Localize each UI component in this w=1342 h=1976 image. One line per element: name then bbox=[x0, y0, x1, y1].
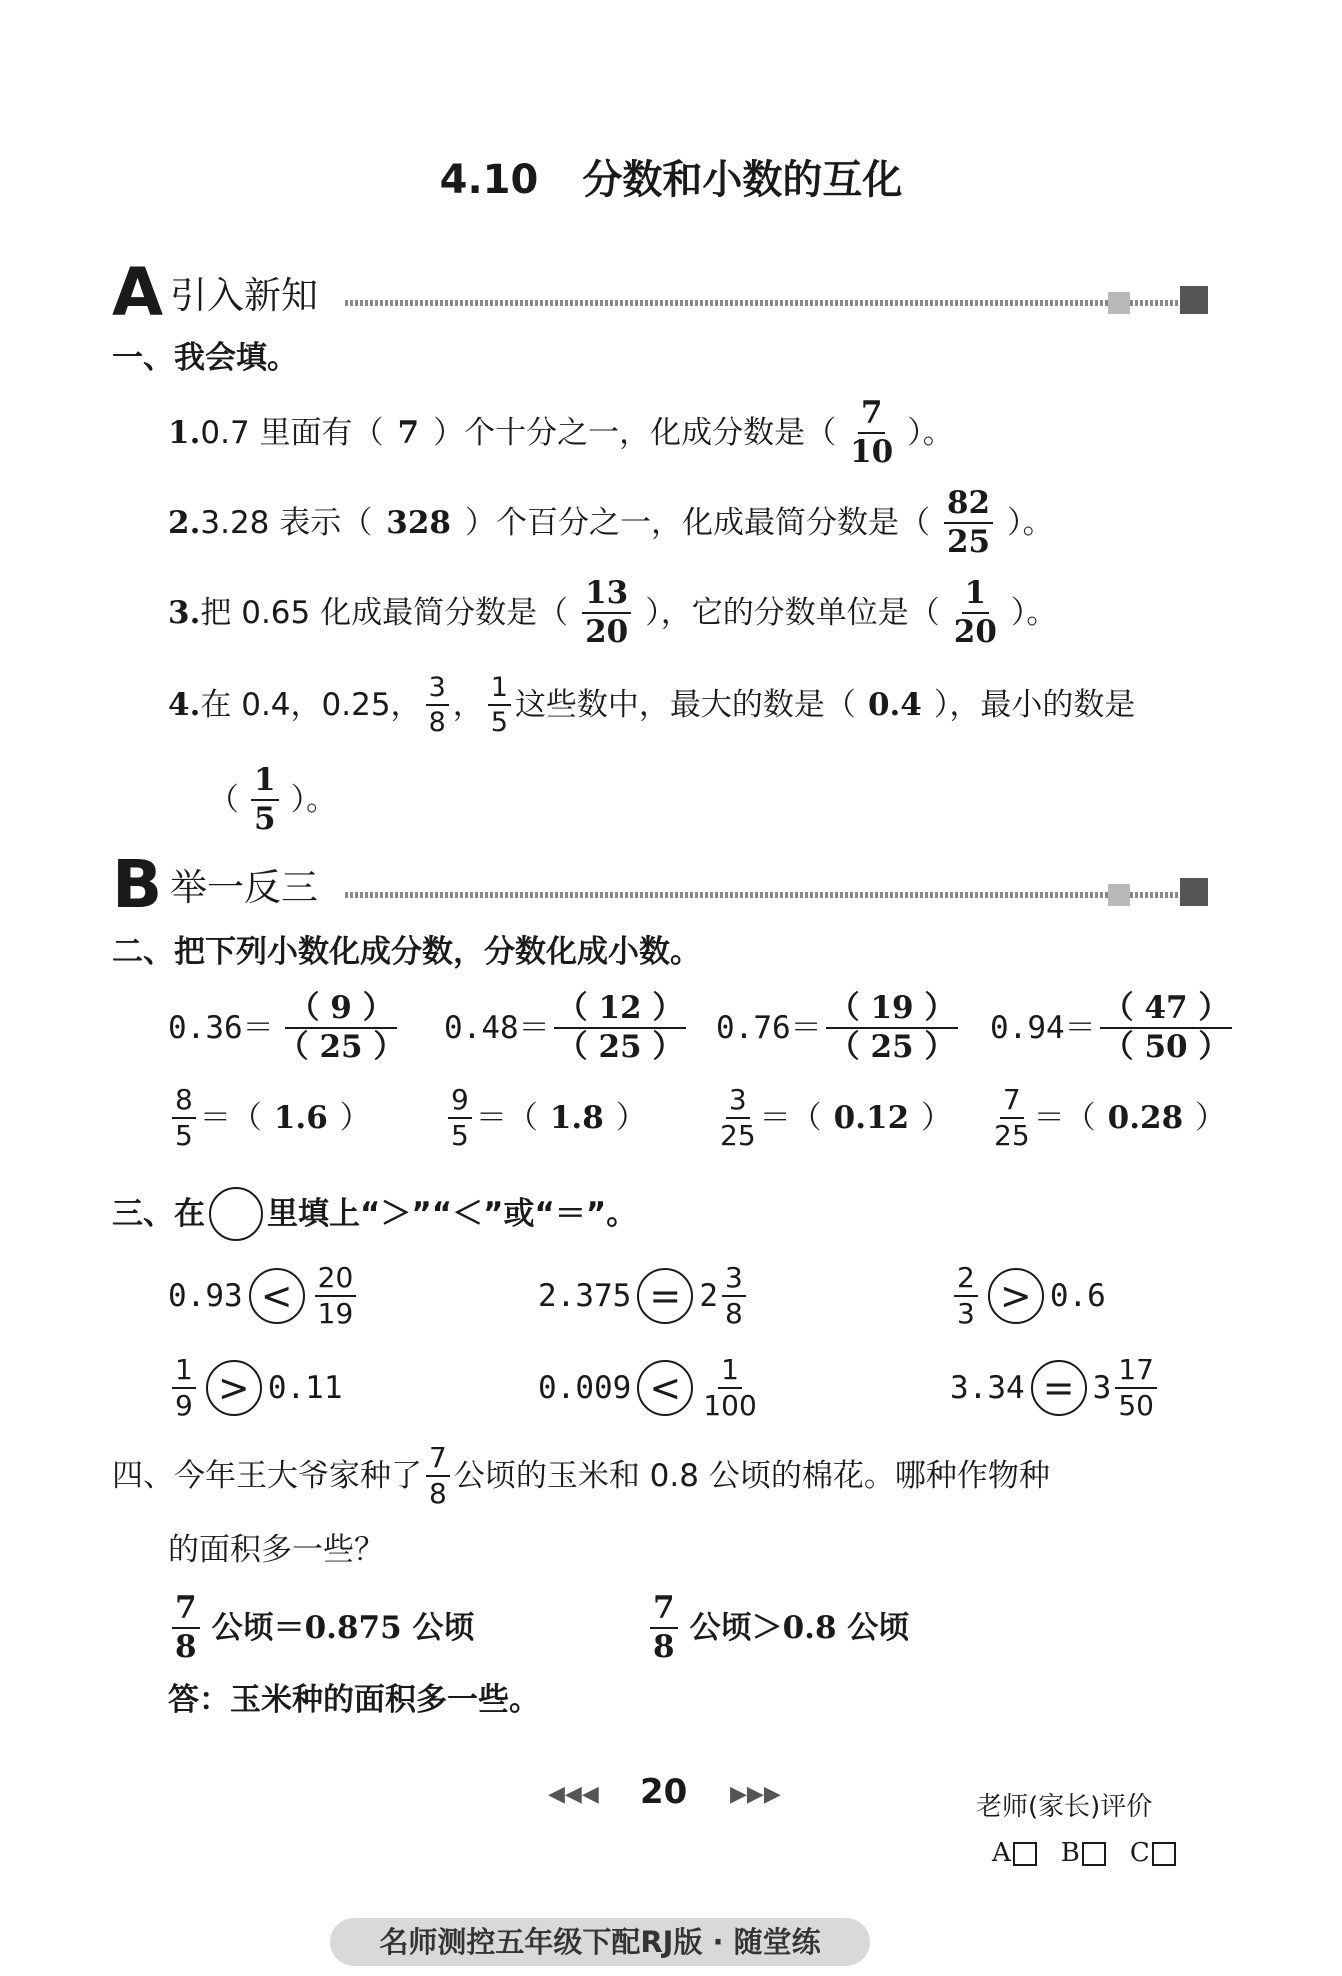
conversion-3-answer bbox=[826, 990, 959, 1065]
compare-4-symbol: > bbox=[206, 1360, 262, 1416]
conversion-5-close: ） bbox=[339, 1100, 371, 1136]
compare-6-left: 3.34 bbox=[950, 1370, 1025, 1406]
conversion-item-7 bbox=[716, 1078, 952, 1158]
q3-text-pre: 把 0.65 化成最简分数是（ bbox=[200, 595, 569, 631]
compare-6-symbol: = bbox=[1031, 1360, 1087, 1416]
compare-1-numerator: 20 bbox=[315, 1264, 357, 1297]
conversion-4-numerator: （ 47 ） bbox=[1100, 993, 1233, 1029]
compare-5-symbol: < bbox=[637, 1360, 693, 1416]
conversion-4-answer bbox=[1100, 990, 1233, 1065]
conversion-1-numerator: （ 9 ） bbox=[285, 993, 396, 1029]
conversion-3-denominator: （ 25 ） bbox=[828, 1029, 956, 1065]
conversion-2-numerator: （ 12 ） bbox=[554, 993, 687, 1029]
page-number: 20 bbox=[640, 1772, 688, 1812]
q4-line2-pre: （ bbox=[208, 782, 239, 818]
section-b-square-dark bbox=[1180, 878, 1208, 906]
conversion-1-lhs: 0.36＝ bbox=[168, 1010, 274, 1046]
compare-1-left: 0.93 bbox=[168, 1278, 243, 1314]
q2-text-mid: ）个百分之一，化成最简分数是（ bbox=[464, 505, 930, 541]
compare-5-numerator: 1 bbox=[718, 1356, 742, 1389]
part4-heading-post: 公顷的玉米和 0.8 公顷的棉花。哪种作物种 bbox=[453, 1458, 1050, 1494]
conversion-4-num-value: 47 bbox=[1144, 990, 1188, 1026]
compare-2-fraction bbox=[722, 1261, 746, 1330]
conversion-1-denominator: （ 25 ） bbox=[277, 1029, 405, 1065]
nav-left-arrows-icon: ◀◀◀ bbox=[548, 1782, 599, 1807]
part4-calc-2 bbox=[646, 1588, 909, 1668]
calc1-numerator: 7 bbox=[172, 1593, 200, 1629]
calc2-numerator: 7 bbox=[650, 1593, 678, 1629]
part4-answer: 答：玉米种的面积多一些。 bbox=[168, 1682, 540, 1718]
page-title bbox=[0, 148, 1342, 205]
conversion-6-equals: ＝（ bbox=[475, 1100, 538, 1136]
part3-heading bbox=[112, 1184, 637, 1244]
conversion-2-denominator: （ 25 ） bbox=[556, 1029, 684, 1065]
conversion-4-den-value: 50 bbox=[1144, 1029, 1188, 1065]
compare-item-1 bbox=[168, 1256, 360, 1336]
conversion-2-den-value: 25 bbox=[598, 1029, 642, 1065]
q1-text-post: ）。 bbox=[907, 415, 954, 451]
conversion-8-answer: 0.28 bbox=[1107, 1100, 1184, 1136]
conversion-item-6 bbox=[444, 1078, 647, 1158]
part2-heading: 二、把下列小数化成分数，分数化成小数。 bbox=[112, 934, 701, 970]
q1-number: 1. bbox=[168, 415, 201, 451]
calc1-denominator: 8 bbox=[175, 1629, 197, 1665]
calc2-fraction bbox=[650, 1590, 678, 1665]
compare-3-numerator: 2 bbox=[954, 1264, 978, 1297]
conversion-6-numerator: 9 bbox=[448, 1086, 472, 1119]
q2-text-pre: 3.28 表示（ bbox=[200, 505, 373, 541]
grade-b-checkbox[interactable] bbox=[1082, 1842, 1106, 1866]
conversion-3-den-value: 25 bbox=[870, 1029, 914, 1065]
q1-fraction-numerator: 7 bbox=[858, 398, 886, 434]
grade-a[interactable] bbox=[992, 1838, 1037, 1868]
q4-answer-1: 0.4 bbox=[867, 687, 922, 723]
compare-1-symbol: < bbox=[249, 1268, 305, 1324]
compare-item-3 bbox=[950, 1256, 1106, 1336]
q2-answer-fraction bbox=[944, 485, 993, 560]
q3-number: 3. bbox=[168, 595, 201, 631]
q1-text-pre: 0.7 里面有（ bbox=[200, 415, 384, 451]
conversion-2-lhs: 0.48＝ bbox=[444, 1010, 550, 1046]
grade-c-checkbox[interactable] bbox=[1152, 1842, 1176, 1866]
grade-a-label: A bbox=[992, 1838, 1011, 1868]
compare-3-fraction bbox=[954, 1261, 978, 1330]
question-3 bbox=[168, 575, 1058, 650]
q3-answer-fraction-2 bbox=[953, 575, 997, 650]
q2-answer-1: 328 bbox=[386, 505, 451, 541]
conversion-7-denominator: 25 bbox=[720, 1119, 756, 1152]
conversion-1-den-value: 25 bbox=[319, 1029, 363, 1065]
compare-6-numerator: 17 bbox=[1115, 1356, 1157, 1389]
part4-numerator: 7 bbox=[426, 1444, 450, 1477]
compare-6-fraction bbox=[1115, 1353, 1157, 1422]
q3-text-mid: ），它的分数单位是（ bbox=[645, 595, 940, 631]
conversion-item-4 bbox=[990, 986, 1236, 1070]
q1-answer-1: 7 bbox=[397, 415, 420, 451]
part4-calc-1 bbox=[168, 1588, 474, 1668]
compare-3-denominator: 3 bbox=[957, 1297, 975, 1330]
compare-item-6 bbox=[950, 1348, 1161, 1428]
conversion-7-close: ） bbox=[921, 1100, 953, 1136]
section-b-square-light bbox=[1108, 884, 1130, 906]
q4-text-mid2: ），最小的数是 bbox=[933, 687, 1136, 723]
conversion-3-lhs: 0.76＝ bbox=[716, 1010, 822, 1046]
q3-fraction1-denominator: 20 bbox=[585, 614, 629, 650]
q4-fraction2-numerator: 1 bbox=[488, 674, 511, 706]
q2-number: 2. bbox=[168, 505, 201, 541]
section-b-title: 举一反三 bbox=[170, 866, 318, 909]
compare-2-numerator: 3 bbox=[722, 1264, 746, 1297]
calc1-text: 公顷＝0.875 公顷 bbox=[211, 1610, 475, 1646]
conversion-6-close: ） bbox=[615, 1100, 647, 1136]
compare-item-5 bbox=[538, 1348, 761, 1428]
grade-c[interactable] bbox=[1130, 1838, 1176, 1868]
question-4 bbox=[168, 670, 1135, 740]
book-title-footer: 名师测控五年级下配RJ版 · 随堂练 bbox=[330, 1918, 870, 1966]
conversion-4-lhs: 0.94＝ bbox=[990, 1010, 1096, 1046]
grade-a-checkbox[interactable] bbox=[1013, 1842, 1037, 1866]
compare-2-symbol: = bbox=[637, 1268, 693, 1324]
section-b-letter: B bbox=[112, 846, 163, 923]
conversion-7-numerator: 3 bbox=[726, 1086, 750, 1119]
compare-6-denominator: 50 bbox=[1118, 1389, 1154, 1422]
q2-fraction-numerator: 82 bbox=[944, 488, 993, 524]
part3-heading-post: 里填上“＞”“＜”或“＝”。 bbox=[267, 1196, 638, 1232]
compare-4-fraction bbox=[172, 1353, 196, 1422]
q4-answer-fraction bbox=[251, 762, 279, 837]
part4-heading-pre: 四、今年王大爷家种了 bbox=[112, 1458, 422, 1494]
section-number: 4.10 bbox=[439, 157, 539, 203]
compare-2-left: 2.375 bbox=[538, 1278, 632, 1314]
grade-b-label: B bbox=[1060, 1838, 1080, 1868]
q1-text-mid: ）个十分之一，化成分数是（ bbox=[433, 415, 837, 451]
title-text: 分数和小数的互化 bbox=[582, 157, 903, 203]
q2-fraction-denominator: 25 bbox=[946, 524, 991, 560]
grade-c-label: C bbox=[1129, 1838, 1150, 1868]
compare-6-whole: 3 bbox=[1092, 1370, 1112, 1406]
conversion-item-8 bbox=[990, 1078, 1226, 1158]
conversion-5-fraction bbox=[172, 1083, 196, 1152]
conversion-6-fraction bbox=[448, 1083, 472, 1152]
compare-5-left: 0.009 bbox=[538, 1370, 632, 1406]
q3-fraction2-numerator: 1 bbox=[962, 578, 990, 614]
q4-fraction-3-8 bbox=[426, 674, 449, 736]
evaluation-grades bbox=[992, 1838, 1176, 1868]
conversion-item-2 bbox=[444, 986, 690, 1070]
compare-4-numerator: 1 bbox=[172, 1356, 196, 1389]
conversion-6-answer: 1.8 bbox=[549, 1100, 604, 1136]
compare-2-whole: 2 bbox=[699, 1278, 718, 1314]
part1-heading: 一、我会填。 bbox=[112, 340, 298, 376]
conversion-8-close: ） bbox=[1195, 1100, 1227, 1136]
compare-1-fraction bbox=[315, 1261, 357, 1330]
conversion-item-5 bbox=[168, 1078, 371, 1158]
compare-item-2 bbox=[538, 1256, 750, 1336]
conversion-1-answer bbox=[277, 990, 405, 1065]
q4-fraction1-numerator: 3 bbox=[426, 674, 449, 706]
section-a-square-light bbox=[1108, 292, 1130, 314]
compare-5-denominator: 100 bbox=[703, 1389, 757, 1422]
conversion-8-denominator: 25 bbox=[994, 1119, 1030, 1152]
compare-3-right: 0.6 bbox=[1049, 1278, 1106, 1314]
evaluation-label: 老师(家长)评价 bbox=[976, 1792, 1153, 1822]
conversion-3-numerator: （ 19 ） bbox=[826, 993, 959, 1029]
q4-line2-post: ）。 bbox=[290, 782, 338, 818]
q3-fraction2-denominator: 20 bbox=[953, 614, 997, 650]
question-1 bbox=[168, 395, 954, 470]
calc2-denominator: 8 bbox=[653, 1629, 675, 1665]
section-a-letter: A bbox=[112, 254, 164, 331]
conversion-5-equals: ＝（ bbox=[199, 1100, 262, 1136]
nav-right-arrows-icon: ▶▶▶ bbox=[730, 1782, 781, 1807]
q4-fraction-1-5 bbox=[488, 674, 511, 736]
part4-heading bbox=[112, 1438, 1050, 1514]
section-a-square-dark bbox=[1180, 286, 1208, 314]
compare-1-denominator: 19 bbox=[317, 1297, 354, 1330]
q4-text-mid: 这些数中，最大的数是（ bbox=[514, 687, 856, 723]
grade-b[interactable] bbox=[1061, 1838, 1106, 1868]
compare-item-4 bbox=[168, 1348, 342, 1428]
q4-fraction2-denominator: 5 bbox=[490, 707, 508, 738]
part4-line2: 的面积多一些？ bbox=[168, 1532, 385, 1568]
q4-number: 4. bbox=[168, 687, 201, 723]
conversion-3-num-value: 19 bbox=[870, 990, 914, 1026]
conversion-item-3 bbox=[716, 986, 962, 1070]
q4-answer-numerator: 1 bbox=[251, 765, 279, 801]
section-a-rule bbox=[345, 300, 1195, 306]
conversion-5-numerator: 8 bbox=[172, 1086, 196, 1119]
calc1-fraction bbox=[172, 1590, 200, 1665]
q1-fraction-denominator: 10 bbox=[850, 434, 894, 470]
part4-denominator: 8 bbox=[429, 1477, 447, 1510]
conversion-item-1 bbox=[168, 986, 408, 1070]
compare-3-symbol: > bbox=[988, 1268, 1044, 1324]
q3-fraction1-numerator: 13 bbox=[582, 578, 631, 614]
conversion-5-answer: 1.6 bbox=[273, 1100, 328, 1136]
empty-circle-icon bbox=[209, 1187, 263, 1241]
conversion-2-answer bbox=[554, 990, 687, 1065]
question-4-line2 bbox=[208, 762, 337, 838]
conversion-8-numerator: 7 bbox=[1000, 1086, 1024, 1119]
conversion-8-fraction bbox=[994, 1083, 1030, 1152]
question-2 bbox=[168, 485, 1054, 560]
q3-text-post: ）。 bbox=[1010, 595, 1058, 631]
compare-5-fraction bbox=[703, 1353, 757, 1422]
conversion-7-answer: 0.12 bbox=[833, 1100, 910, 1136]
section-b-rule bbox=[345, 892, 1195, 898]
q4-fraction1-denominator: 8 bbox=[428, 707, 446, 738]
q2-text-post: ）。 bbox=[1007, 505, 1054, 541]
compare-4-right: 0.11 bbox=[267, 1370, 343, 1406]
q4-separator: ， bbox=[452, 687, 484, 723]
part4-fraction bbox=[426, 1441, 450, 1510]
conversion-7-equals: ＝（ bbox=[759, 1100, 822, 1136]
section-a-title: 引入新知 bbox=[170, 274, 318, 317]
conversion-8-equals: ＝（ bbox=[1033, 1100, 1096, 1136]
q4-text-pre: 在 0.4，0.25， bbox=[200, 687, 422, 723]
conversion-1-num-value: 9 bbox=[330, 990, 352, 1026]
q1-answer-fraction bbox=[850, 395, 894, 470]
part3-heading-pre: 三、在 bbox=[112, 1196, 205, 1232]
conversion-2-num-value: 12 bbox=[598, 990, 642, 1026]
compare-2-denominator: 8 bbox=[725, 1297, 743, 1330]
conversion-6-denominator: 5 bbox=[451, 1119, 469, 1152]
conversion-5-denominator: 5 bbox=[175, 1119, 193, 1152]
conversion-4-denominator: （ 50 ） bbox=[1102, 1029, 1230, 1065]
q4-answer-denominator: 5 bbox=[254, 801, 276, 837]
q3-answer-fraction-1 bbox=[582, 575, 631, 650]
compare-4-denominator: 9 bbox=[175, 1389, 193, 1422]
conversion-7-fraction bbox=[720, 1083, 756, 1152]
calc2-text: 公顷＞0.8 公顷 bbox=[689, 1610, 910, 1646]
